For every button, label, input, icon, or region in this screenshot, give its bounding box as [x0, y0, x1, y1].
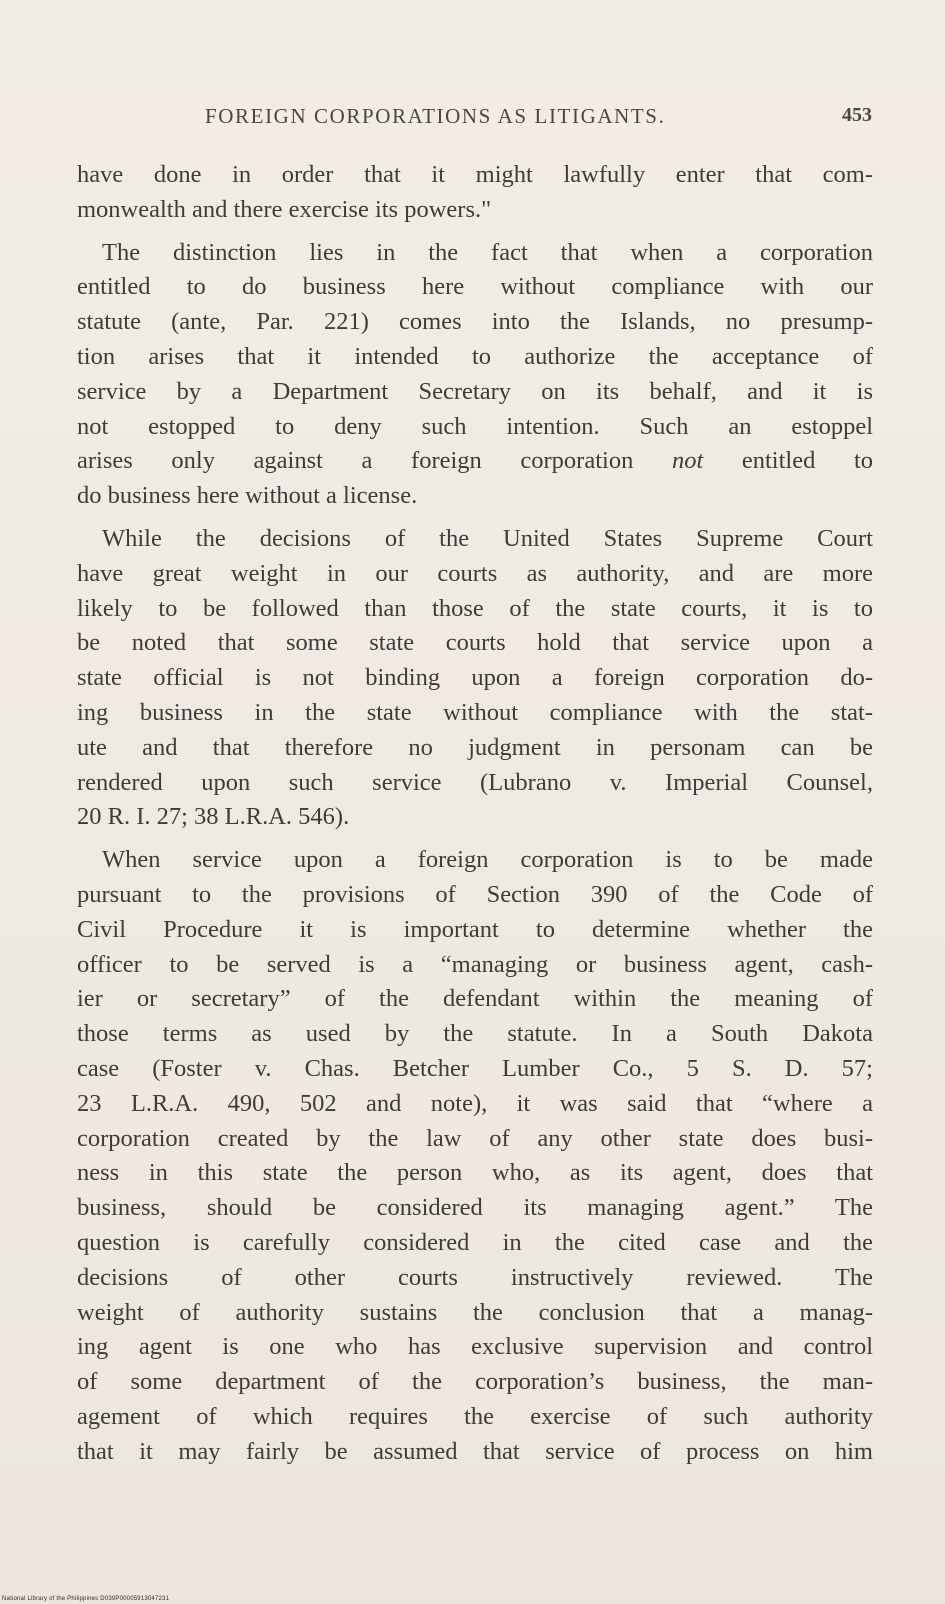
body-text	[77, 158, 873, 1477]
text-line: ing business in the state without compliance with the stat-	[77, 698, 873, 726]
text-line: that it may fairly be assumed that service of process on him	[77, 1437, 873, 1465]
text-line: entitled to do business here without compliance with our	[77, 273, 873, 301]
text-line: pursuant to the provisions of Section 390 of the Code of	[77, 880, 873, 908]
text-line: those terms as used by the statute. In a South Dakota	[77, 1020, 873, 1048]
text-segment: entitled to	[741, 447, 873, 475]
text-line: ier or secretary” of the defendant within the meaning of	[77, 985, 873, 1013]
text-line: officer to be served is a “managing or business agent, cash-	[77, 950, 873, 978]
text-line: The distinction lies in the fact that when a corporation	[102, 238, 873, 266]
text-line: rendered upon such service (Lubrano v. Imperial Counsel,	[77, 768, 873, 796]
text-segment: arises only against a foreign corporation	[77, 447, 634, 475]
paragraph-4	[77, 843, 873, 1469]
text-line: be noted that some state courts hold that service upon a	[77, 629, 873, 657]
text-line: not estopped to deny such intention. Such an estoppel	[77, 412, 873, 440]
text-line: question is carefully considered in the cited case and the	[77, 1228, 873, 1256]
text-line: agement of which requires the exercise of such authority	[77, 1402, 873, 1430]
text-line: state official is not binding upon a foreign corporation do-	[77, 664, 873, 692]
text-line: do business here without a license.	[77, 482, 418, 510]
page-number: 453	[842, 104, 872, 126]
text-line: While the decisions of the United States Supreme Court	[102, 524, 873, 552]
text-line: business, should be considered its managing agent.” The	[77, 1194, 873, 1222]
text-line: statute (ante, Par. 221) comes into the Islands, no presump-	[77, 308, 873, 336]
paragraph-2	[77, 236, 873, 514]
text-line: monwealth and there exercise its powers."	[77, 195, 492, 223]
text-line: When service upon a foreign corporation is to be made	[102, 846, 873, 874]
paragraph-1	[77, 158, 873, 228]
text-line: ness in this state the person who, as its agent, does that	[77, 1159, 873, 1187]
running-title: FOREIGN CORPORATIONS AS LITIGANTS.	[205, 104, 666, 128]
text-line: service by a Department Secretary on its behalf, and it is	[77, 377, 873, 405]
text-line-with-italic	[77, 444, 873, 479]
text-line: have great weight in our courts as authority, and are more	[77, 559, 873, 587]
text-line: decisions of other courts instructively reviewed. The	[77, 1263, 873, 1291]
italic-word: not	[671, 447, 704, 475]
text-line: 20 R. I. 27; 38 L.R.A. 546).	[77, 803, 350, 831]
text-line: ute and that therefore no judgment in personam can be	[77, 733, 873, 761]
running-head	[78, 104, 872, 134]
text-line: tion arises that it intended to authorize the acceptance of	[77, 342, 873, 370]
paragraph-3	[77, 522, 873, 835]
text-line: weight of authority sustains the conclusion that a manag-	[77, 1298, 873, 1326]
library-footer: National Library of the Philippines D039P00005913047231	[2, 1596, 170, 1602]
text-line: ing agent is one who has exclusive supervision and control	[77, 1333, 873, 1361]
text-line: have done in order that it might lawfully enter that com-	[77, 161, 873, 188]
text-line: Civil Procedure it is important to determine whether the	[77, 915, 873, 943]
text-line: likely to be followed than those of the state courts, it is to	[77, 594, 873, 622]
text-line: of some department of the corporation’s business, the man-	[77, 1368, 873, 1396]
text-line: case (Foster v. Chas. Betcher Lumber Co., 5 S. D. 57;	[77, 1054, 873, 1082]
text-line: 23 L.R.A. 490, 502 and note), it was said that “where a	[77, 1089, 873, 1117]
text-line: corporation created by the law of any other state does busi-	[77, 1124, 873, 1152]
